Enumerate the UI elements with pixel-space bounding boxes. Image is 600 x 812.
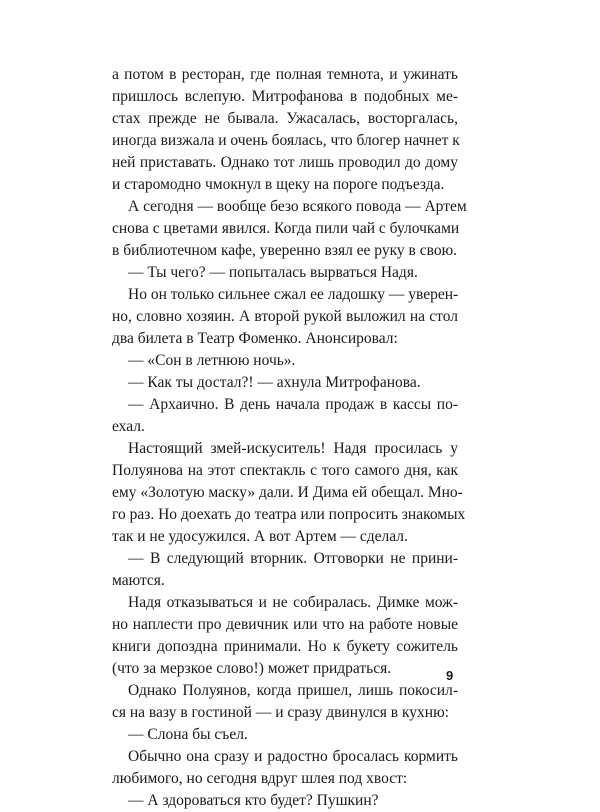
text-line: Надя отказываться и не собиралась. Димке мож- [128, 594, 458, 611]
text-line: ему «Золотую маску» дали. И Дима ей обещал. Мно- [112, 484, 463, 501]
text-line: снова с цветами явился. Когда пили чай с булочками [112, 220, 460, 237]
text-line: Настоящий змей-искуситель! Надя просилась у [128, 440, 458, 457]
text-line: Однако Полуянов, когда пришел, лишь покосил- [128, 682, 458, 699]
text-line: (что за мерзкое слово!) может придраться. [112, 660, 392, 677]
text-line: — Слона бы съел. [128, 726, 248, 743]
text-line: но наплести про девичник или что на работе новые [112, 616, 458, 633]
text-line: Обычно она сразу и радостно бросалась кормить [128, 748, 458, 765]
page-number: 9 [446, 668, 454, 683]
text-line: но, словно хозяин. А второй рукой выложил на стол [112, 308, 458, 325]
text-line: — А здороваться кто будет? Пушкин? [128, 792, 379, 809]
text-line: — «Сон в летнюю ночь». [128, 352, 296, 369]
text-line: в библиотечном кафе, уверенно взял ее руку в свою. [112, 242, 458, 259]
text-line: — В следующий вторник. Отговорки не прини- [128, 550, 458, 567]
text-line: маются. [112, 572, 165, 589]
text-line: Полуянова на этот спектакль с того самого дня, как [112, 462, 458, 479]
text-line: а потом в ресторан, где полная темнота, и ужинать [112, 66, 458, 83]
text-line: — Архаично. В день начала продаж в кассы по- [128, 396, 458, 413]
text-line: любимого, но сегодня вдруг шлея под хвост: [112, 770, 408, 787]
text-line: иногда визжала и очень боялась, что блогер начнет к [112, 132, 460, 149]
body-text [112, 64, 467, 812]
text-line: два билета в Театр Фоменко. Анонсировал: [112, 330, 398, 347]
text-line: и старомодно чмокнул в щеку на пороге подъезда. [112, 176, 445, 193]
text-line: — Ты чего? — попыталась вырваться Надя. [128, 264, 418, 281]
text-line: книги допоздна принимали. Но к букету сожитель [112, 638, 458, 655]
text-line: ней приставать. Однако тот лишь проводил до дому [112, 154, 458, 171]
text-line: пришлось вслепую. Митрофанова в подобных ме- [112, 88, 458, 105]
text-line: так и не удосужился. А вот Артем — сделал. [112, 528, 408, 545]
text-line: го раз. Но доехать до театра или попросить знакомых [112, 506, 466, 523]
text-line: А сегодня — вообще безо всякого повода — Артем [128, 198, 467, 215]
text-line: Но он только сильнее сжал ее ладошку — уверен- [128, 286, 459, 303]
text-line: ехал. [112, 418, 145, 435]
text-line: стах прежде не бывала. Ужасалась, восторгалась, [112, 110, 458, 127]
text-line: ся на вазу в гостиной — и сразу двинулся в кухню: [112, 704, 449, 721]
text-line: — Как ты достал?! — ахнула Митрофанова. [128, 374, 421, 391]
